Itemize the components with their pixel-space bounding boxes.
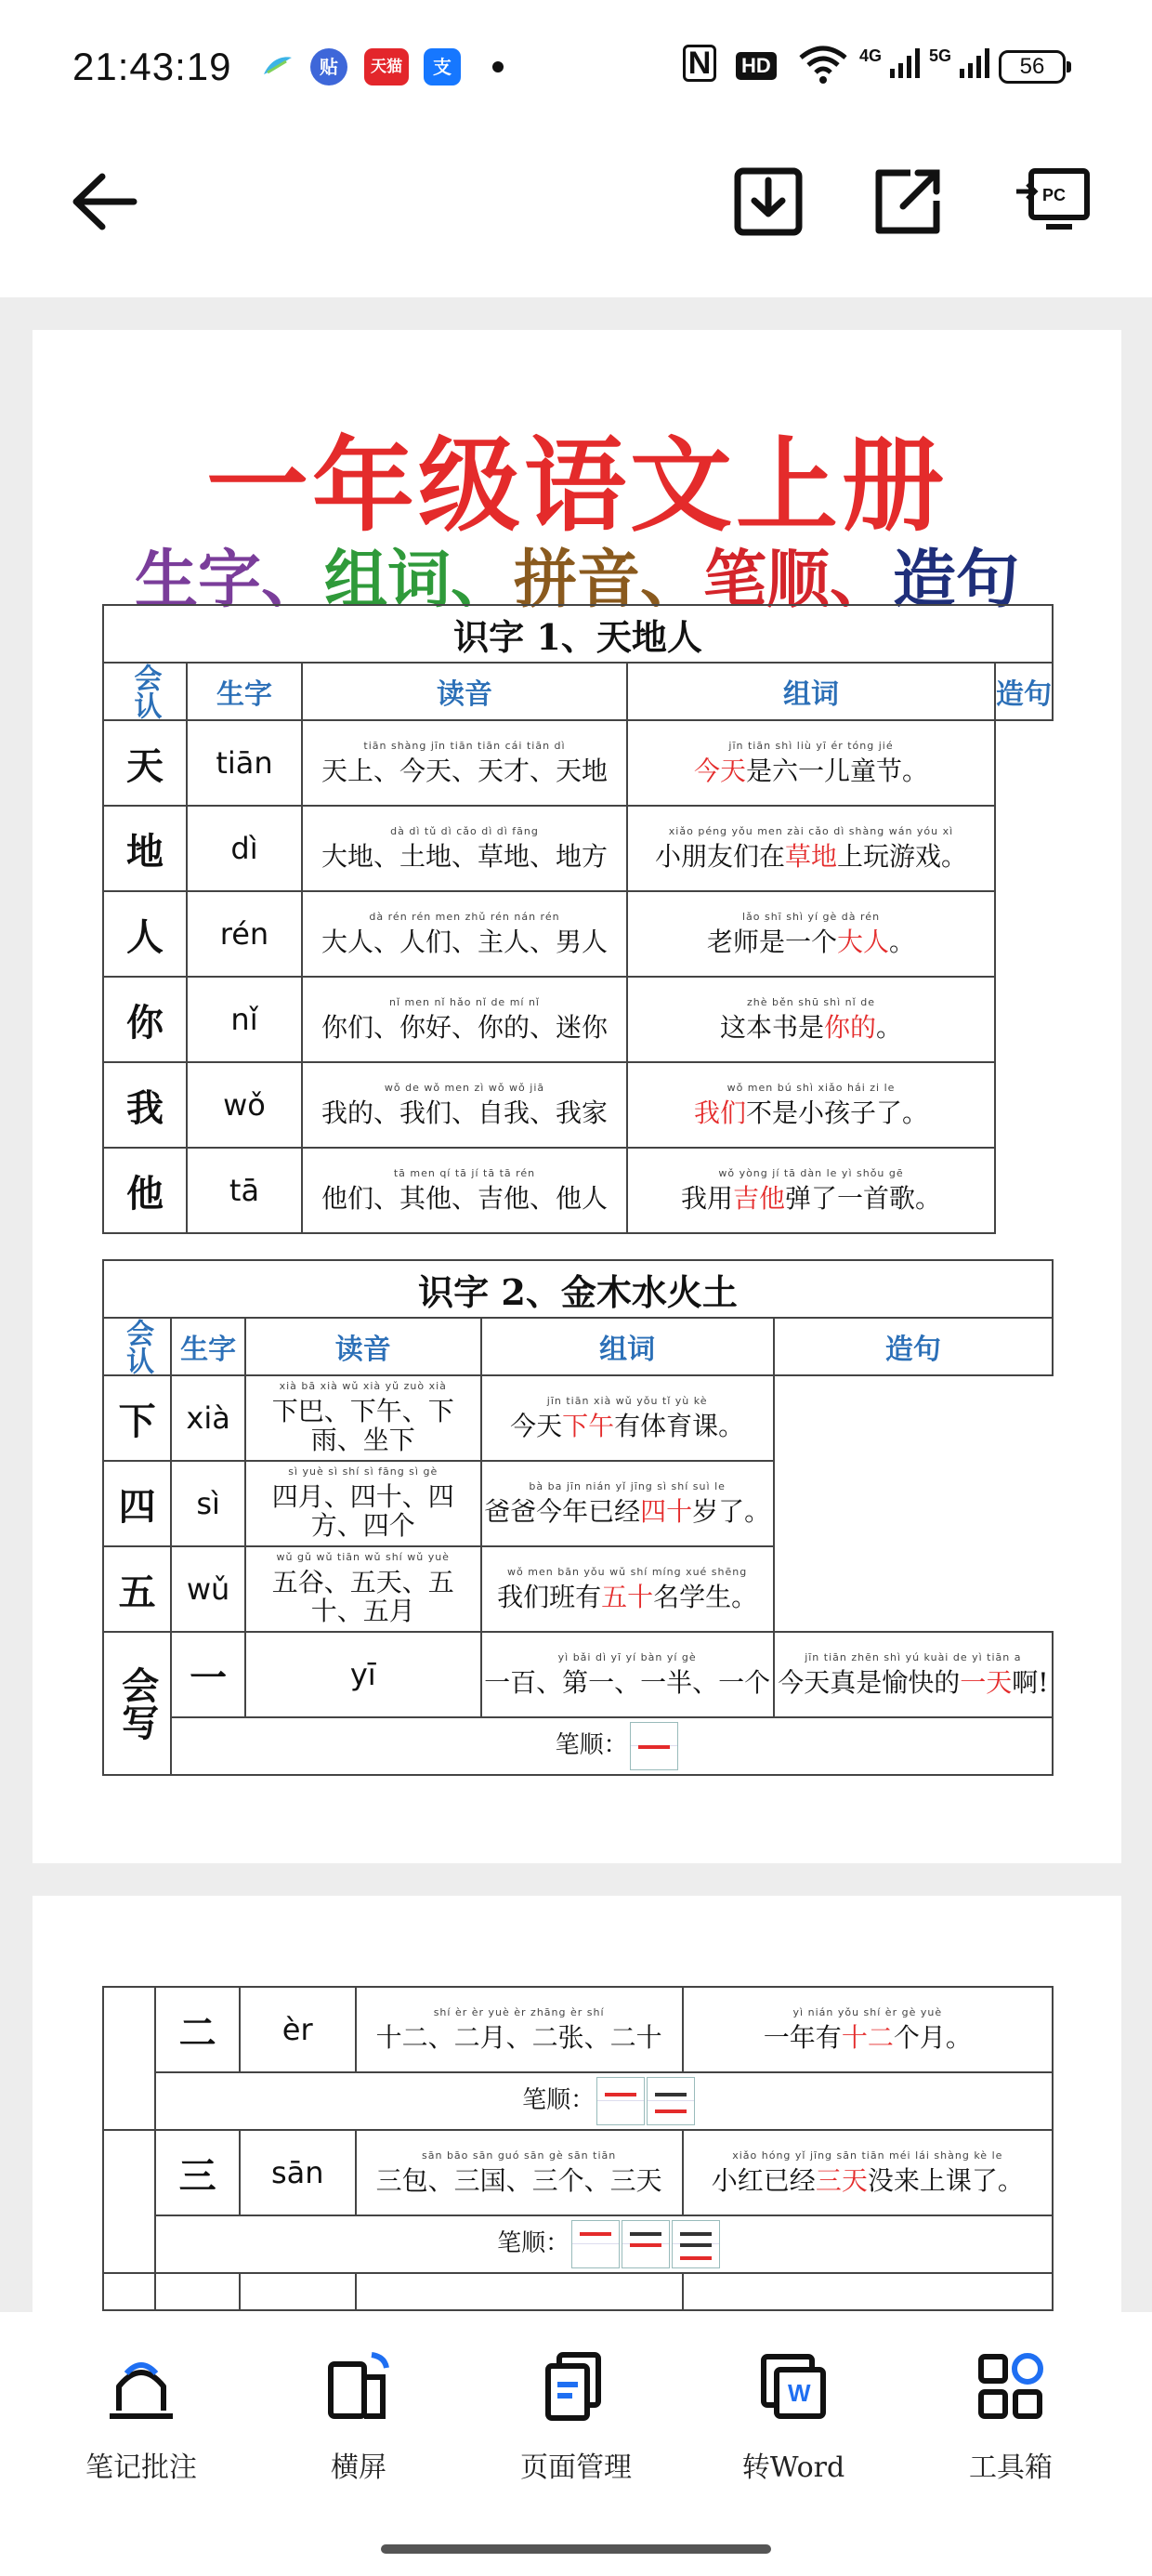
sentence-cell [627, 977, 995, 1062]
sentence-cell [774, 1632, 1053, 1717]
sentence-cell [627, 720, 995, 806]
words-text: 大人、人们、主人、男人 [321, 926, 608, 957]
stroke-order-cell [171, 1717, 1053, 1775]
char-cell: 你 [103, 977, 187, 1062]
table-cell [356, 2273, 683, 2310]
nfc-label: N [687, 46, 712, 81]
svg-text:PC: PC [1042, 186, 1067, 204]
sentence-highlight: 三天 [815, 2164, 868, 2196]
words-cell [302, 806, 627, 891]
battery-indicator: 56 [999, 50, 1066, 84]
words-text: 天上、今天、天才、天地 [321, 755, 608, 786]
table-cell [103, 2273, 155, 2310]
stroke-step-icon [571, 2220, 620, 2268]
table-row [103, 1546, 1053, 1632]
sentence-highlight: 大人 [836, 926, 889, 957]
sentence-text: 弹了一首歌。 [785, 1182, 942, 1214]
words-cell [245, 1375, 481, 1461]
subtitle-part: 笔顺、 [703, 544, 894, 617]
words-cell [302, 720, 627, 806]
sentence-text: 小朋友们在 [654, 840, 785, 872]
sentence-highlight: 你的 [823, 1011, 876, 1043]
alipay-label: 支 [433, 56, 452, 78]
table-row [103, 977, 1053, 1062]
sentence-highlight: 今天 [693, 755, 746, 786]
page-manage-icon [539, 2349, 613, 2424]
sentence-highlight: 我们 [693, 1097, 746, 1128]
words-pinyin: dà dì tǔ dì cǎo dì dì fāng [390, 825, 539, 837]
tool-to-word[interactable] [700, 2349, 886, 2485]
words-cell [245, 1546, 481, 1632]
subtitle-part: 生字、 [134, 544, 324, 617]
stroke-order-label: 笔顺： [555, 1731, 628, 1759]
stroke-step-icon [630, 1722, 678, 1770]
tool-label: 工具箱 [969, 2451, 1053, 2484]
tool-note-annotate[interactable] [48, 2349, 234, 2485]
words-pinyin: sì yuè sì shí sì fāng sì gè [288, 1466, 439, 1479]
sentence-text: 没来上课了。 [867, 2164, 1024, 2196]
sentence-text: 这本书是 [719, 1011, 824, 1043]
top-nav [0, 139, 1152, 297]
pinyin-cell: wǒ [187, 1062, 302, 1148]
words-text: 一百、第一、一半、一个 [484, 1666, 771, 1698]
wifi-icon [797, 43, 849, 90]
words-cell [302, 977, 627, 1062]
signal-5g-icon [929, 46, 991, 80]
sentence-highlight: 五十 [601, 1581, 654, 1612]
char-cell: 二 [155, 1987, 240, 2072]
tool-label: 页面管理 [520, 2451, 632, 2484]
char-cell: 四 [103, 1461, 171, 1546]
back-arrow-icon [61, 160, 145, 243]
sentence-pinyin: zhè běn shū shì nǐ de [747, 996, 875, 1008]
sentence-pinyin: xiǎo hóng yǐ jīng sān tiān méi lái shàng kè le [732, 2149, 1003, 2162]
stroke-order-cell [155, 2072, 1053, 2130]
vocab-table-1 [102, 604, 1054, 1234]
side-label-blank [103, 2130, 155, 2273]
words-cell [302, 1062, 627, 1148]
header-ch: 生字 [171, 1318, 245, 1375]
sentence-pinyin: wǒ men bú shì xiǎo hái zi le [727, 1082, 896, 1094]
stroke-order-label: 笔顺： [497, 2229, 570, 2257]
char-cell: 一 [171, 1632, 245, 1717]
sentence-text: 今天 [510, 1410, 563, 1441]
tool-label: 笔记批注 [85, 2451, 197, 2484]
sentence-pinyin: xiǎo péng yǒu men zài cǎo dì shàng wán yóu xì [668, 825, 954, 837]
table-row [103, 1461, 1053, 1546]
nfc-icon [683, 45, 716, 82]
stroke-order-row [103, 1717, 1053, 1775]
pen-annotate-icon [104, 2349, 178, 2424]
tmall-label: 天猫 [371, 58, 402, 76]
words-pinyin: nǐ men nǐ hǎo nǐ de mí nǐ [388, 996, 540, 1008]
sentence-text: 是六一儿童节。 [746, 755, 929, 786]
words-cell [302, 1148, 627, 1233]
stroke-order-cell [155, 2215, 1053, 2273]
feather-icon [258, 48, 295, 85]
words-cell [481, 1632, 774, 1717]
sentence-pinyin: wǒ men bān yǒu wǔ shí míng xué shēng [507, 1566, 748, 1578]
pinyin-cell: sì [171, 1461, 245, 1546]
table-cell [155, 2273, 240, 2310]
char-cell: 地 [103, 806, 187, 891]
char-cell: 天 [103, 720, 187, 806]
sentence-text: 我们班有 [497, 1581, 602, 1612]
table-header-row [103, 663, 1053, 720]
net-4g-label: 4G [859, 46, 883, 65]
sentence-text: 爸爸今年已经 [484, 1495, 641, 1527]
sentence-text: 啊! [1012, 1666, 1049, 1698]
hd-label: HD [741, 54, 771, 77]
sentence-cell [683, 1987, 1053, 2072]
sentence-cell [627, 1062, 995, 1148]
stroke-step-icon [672, 2220, 720, 2268]
sentence-text: 小红已经 [711, 2164, 816, 2196]
header-se: 造句 [774, 1318, 1053, 1375]
side-label-xiezi: 会写 [103, 1632, 171, 1775]
table-row [103, 2273, 1053, 2310]
sentence-highlight: 四十 [640, 1495, 693, 1527]
tool-page-manage[interactable] [483, 2349, 669, 2485]
sentence-text: 个月。 [893, 2021, 972, 2053]
sentence-cell [627, 806, 995, 891]
rotate-screen-icon [321, 2349, 396, 2424]
words-text: 五谷、五天、五十、五月 [271, 1567, 454, 1626]
sentence-text: 。 [876, 1011, 903, 1043]
status-time: 21:43:19 [72, 45, 232, 88]
pinyin-cell: dì [187, 806, 302, 891]
stroke-step-icon [622, 2220, 670, 2268]
words-pinyin: wǒ de wǒ men zì wǒ wǒ jiā [384, 1082, 545, 1094]
subtitle-part: 组词、 [323, 544, 514, 617]
alipay-icon [424, 48, 461, 85]
download-button[interactable] [727, 160, 810, 243]
words-cell [302, 891, 627, 977]
tieba-label: 贴 [320, 56, 338, 78]
words-cell [356, 1987, 683, 2072]
words-text: 下巴、下午、下雨、坐下 [271, 1396, 454, 1455]
words-pinyin: sān bāo sān guó sān gè sān tiān [422, 2149, 617, 2162]
stroke-step-icon [596, 2077, 645, 2125]
char-cell: 三 [155, 2130, 240, 2215]
words-text: 四月、四十、四方、四个 [271, 1481, 454, 1541]
header-wd: 组词 [481, 1318, 774, 1375]
pinyin-cell: èr [240, 1987, 356, 2072]
svg-text:W: W [788, 2379, 811, 2407]
tmall-icon [364, 48, 409, 85]
sentence-pinyin: jīn tiān zhēn shì yú kuài de yì tiān a [805, 1651, 1022, 1663]
status-bar [0, 0, 1152, 139]
words-text: 我的、我们、自我、我家 [321, 1097, 608, 1128]
header-ch: 生字 [187, 663, 302, 720]
table-row [103, 1632, 1053, 1717]
pinyin-cell: tiān [187, 720, 302, 806]
words-pinyin: tiān shàng jīn tiān tiān cái tiān dì [363, 740, 566, 752]
sentence-text: 不是小孩子了。 [746, 1097, 929, 1128]
document-page-1[interactable] [33, 330, 1121, 1863]
sentence-highlight: 十二 [841, 2021, 894, 2053]
pinyin-cell: wǔ [171, 1546, 245, 1632]
words-text: 十二、二月、二张、二十 [375, 2021, 662, 2053]
pinyin-cell: tā [187, 1148, 302, 1233]
cast-to-pc-button[interactable] [1013, 160, 1096, 243]
sentence-highlight: 吉他 [732, 1182, 785, 1214]
sentence-pinyin: bà ba jīn nián yǐ jīng sì shí suì le [529, 1480, 726, 1492]
header-py: 读音 [245, 1318, 481, 1375]
notification-dot-icon [492, 61, 504, 72]
char-cell: 下 [103, 1375, 171, 1461]
table-row [103, 2130, 1053, 2215]
char-cell: 他 [103, 1148, 187, 1233]
sentence-text: 我用 [680, 1182, 733, 1214]
hd-icon [736, 52, 777, 80]
table-cell [240, 2273, 356, 2310]
pinyin-cell: rén [187, 891, 302, 977]
tool-landscape[interactable] [266, 2349, 452, 2485]
words-text: 三包、三国、三个、三天 [375, 2164, 662, 2196]
net-5g-label: 5G [929, 46, 952, 65]
sentence-pinyin: jīn tiān xià wǔ yǒu tǐ yù kè [546, 1395, 708, 1407]
section-title-1: 识字 1、天地人 [103, 605, 1053, 663]
words-pinyin: dà rén rén men zhǔ rén nán rén [369, 911, 560, 923]
share-button[interactable] [866, 160, 949, 243]
bottom-toolbar [0, 2312, 1152, 2576]
tieba-icon [310, 48, 347, 85]
pinyin-cell: nǐ [187, 977, 302, 1062]
sentence-cell [481, 1546, 774, 1632]
side-label-renzi: 会认 [103, 663, 187, 720]
home-indicator[interactable] [381, 2544, 771, 2554]
pinyin-cell: yī [245, 1632, 481, 1717]
share-icon [866, 160, 949, 243]
words-pinyin: tā men qí tā jí tā tā rén [393, 1167, 536, 1179]
subtitle-part: 拼音、 [513, 544, 703, 617]
tool-label: 转Word [741, 2451, 845, 2484]
table-row [103, 1987, 1053, 2072]
table-header-row [103, 1318, 1053, 1375]
table-row [103, 891, 1053, 977]
word-convert-icon [756, 2349, 831, 2424]
sentence-text: 有体育课。 [614, 1410, 745, 1441]
sentence-text: 老师是一个 [706, 926, 837, 957]
stroke-order-row [103, 2072, 1053, 2130]
sentence-highlight: 下午 [562, 1410, 615, 1441]
section-title-2: 识字 2、金木水火土 [103, 1260, 1053, 1318]
table-cell [683, 2273, 1053, 2310]
words-text: 他们、其他、吉他、他人 [321, 1182, 608, 1214]
download-icon [727, 160, 810, 243]
sentence-cell [627, 1148, 995, 1233]
words-pinyin: yì bǎi dì yī yí bàn yí gè [557, 1651, 697, 1663]
pinyin-cell: sān [240, 2130, 356, 2215]
words-cell [356, 2130, 683, 2215]
table-row [103, 1148, 1053, 1233]
sentence-pinyin: yì nián yǒu shí èr gè yuè [792, 2006, 943, 2018]
header-se: 造句 [995, 663, 1053, 720]
stroke-order-row [103, 2215, 1053, 2273]
words-pinyin: wǔ gǔ wǔ tiān wǔ shí wǔ yuè [276, 1552, 450, 1564]
cast-pc-icon [1013, 160, 1096, 243]
document-title: 一年级语文上册 [206, 427, 948, 545]
sentence-text: 一年有 [763, 2021, 842, 2053]
sentence-text: 。 [889, 926, 916, 957]
signal-4g-icon [859, 46, 922, 80]
words-text: 你们、你好、你的、迷你 [321, 1011, 608, 1043]
sentence-cell [683, 2130, 1053, 2215]
sentence-cell [481, 1375, 774, 1461]
pinyin-cell: xià [171, 1375, 245, 1461]
stroke-step-icon [647, 2077, 695, 2125]
char-cell: 我 [103, 1062, 187, 1148]
sentence-pinyin: lǎo shī shì yí gè dà rén [741, 911, 881, 923]
sentence-cell [481, 1461, 774, 1546]
sentence-highlight: 草地 [784, 840, 837, 872]
table-row [103, 806, 1053, 891]
stroke-order-label: 笔顺： [522, 2086, 596, 2114]
vocab-table-3 [102, 1986, 1054, 2311]
sentence-text: 岁了。 [692, 1495, 771, 1527]
table-row [103, 720, 1053, 806]
table-row [103, 1375, 1053, 1461]
back-button[interactable] [61, 160, 145, 243]
header-wd: 组词 [627, 663, 995, 720]
vocab-table-2 [102, 1259, 1054, 1776]
words-text: 大地、土地、草地、地方 [321, 840, 608, 872]
tool-toolbox[interactable] [918, 2349, 1104, 2485]
words-cell [245, 1461, 481, 1546]
sentence-pinyin: wǒ yòng jí tā dàn le yì shǒu gē [718, 1167, 904, 1179]
sentence-cell [627, 891, 995, 977]
sentence-text: 上玩游戏。 [837, 840, 968, 872]
side-label-blank [103, 1987, 155, 2130]
tool-label: 横屏 [331, 2451, 386, 2484]
side-label-renzi: 会认 [103, 1318, 171, 1375]
sentence-text: 今天真是愉快的 [778, 1666, 961, 1698]
table-row [103, 1062, 1053, 1148]
subtitle-part: 造句 [893, 544, 1020, 617]
sentence-text: 名学生。 [653, 1581, 758, 1612]
words-pinyin: shí èr èr yuè èr zhāng èr shí [433, 2006, 605, 2018]
char-cell: 人 [103, 891, 187, 977]
char-cell: 五 [103, 1546, 171, 1632]
sentence-pinyin: jīn tiān shì liù yī ér tóng jié [728, 740, 894, 752]
header-py: 读音 [302, 663, 627, 720]
sentence-highlight: 一天 [960, 1666, 1013, 1698]
words-pinyin: xià bā xià wǔ xià yǔ zuò xià [279, 1381, 447, 1393]
toolbox-icon [974, 2349, 1048, 2424]
